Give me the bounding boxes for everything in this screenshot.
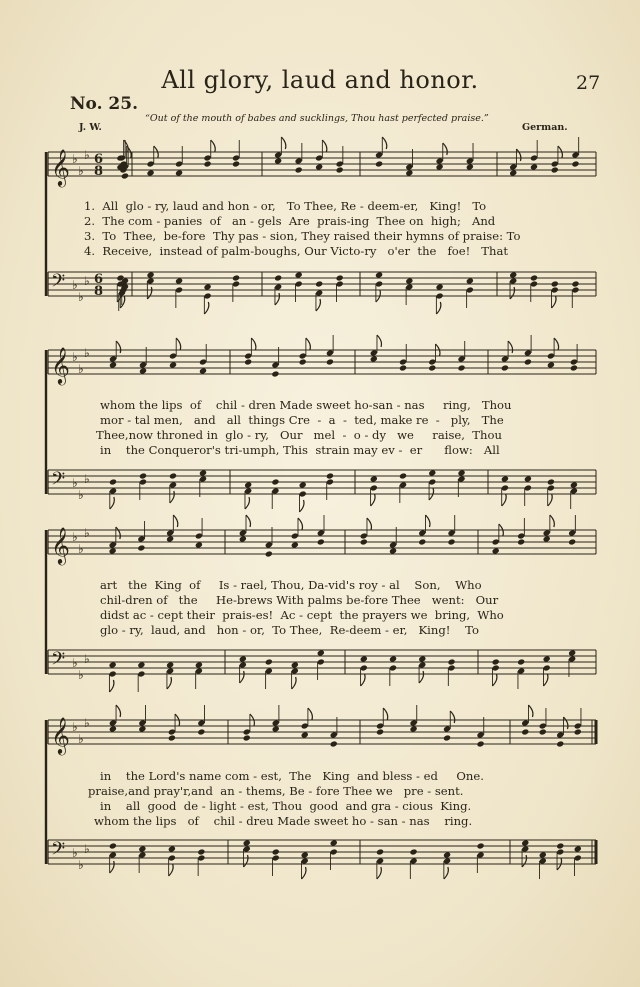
note-flag — [251, 338, 256, 350]
note-head — [530, 163, 538, 170]
flat-sign: ♭ — [72, 278, 78, 292]
note-head — [197, 848, 205, 855]
note-flag — [110, 497, 115, 509]
flat-sign: ♭ — [84, 526, 90, 540]
note-head — [232, 160, 240, 167]
flat-sign: ♭ — [84, 842, 90, 856]
note-head — [447, 658, 455, 665]
note-head — [175, 169, 183, 176]
note-flag — [425, 515, 430, 527]
note-head — [169, 361, 177, 368]
note-head — [274, 157, 282, 164]
flat-sign: ♭ — [78, 668, 84, 682]
note-head — [169, 472, 177, 479]
lyric-line: 4. Receive, instead of palm-boughs, Our Victo-ry o'er the foe! That — [84, 244, 509, 258]
note-head — [168, 734, 176, 741]
note-head — [389, 655, 397, 662]
note-flag — [443, 143, 448, 155]
note-head — [137, 661, 145, 668]
note-head — [265, 550, 273, 557]
note-head — [271, 478, 279, 485]
note-head — [336, 274, 344, 281]
note-head — [315, 163, 323, 170]
note-head — [376, 728, 384, 735]
lyric-line: in the Conqueror's tri-umph, This strain may ev - er flow: All — [100, 443, 500, 457]
lyric-line: glo - ry, laud, and hon - or, To Thee, Re-deem - er, King! To — [100, 623, 479, 637]
note-head — [568, 649, 576, 656]
note-flag — [240, 671, 245, 683]
note-head — [265, 658, 273, 665]
note-flag — [116, 527, 121, 539]
note-flag — [116, 341, 121, 353]
note-head — [466, 163, 474, 170]
note-head — [147, 169, 155, 176]
note-head — [195, 541, 203, 548]
note-flag — [436, 302, 441, 314]
flat-sign: ♭ — [72, 846, 78, 860]
note-head — [121, 172, 129, 179]
lyric-line: Thee,now throned in glo - ry, Our mel - o - dy we raise, Thou — [96, 428, 502, 442]
note-flag — [292, 677, 297, 689]
note-flag — [554, 338, 559, 350]
lyric-line: whom the lips of chil - dreu Made sweet ho - san - nas ring. — [94, 814, 473, 828]
treble-clef: 𝄞 — [51, 526, 70, 564]
epigraph: “Out of the mouth of babes and sucklings, Thou hast perfected praise.” — [145, 113, 489, 124]
note-flag — [322, 140, 327, 152]
bass-clef: 𝄢 — [51, 839, 66, 864]
note-head — [330, 740, 338, 747]
flat-sign: ♭ — [78, 290, 84, 304]
note-flag — [450, 711, 455, 723]
flat-sign: ♭ — [72, 350, 78, 364]
note-head — [232, 274, 240, 281]
note-head — [492, 547, 500, 554]
note-head — [243, 839, 251, 846]
note-flag — [176, 338, 181, 350]
note-flag — [548, 494, 553, 506]
lyric-line: didst ac - cept their prais-es! Ac - cept the prayers we bring, Who — [100, 608, 504, 622]
note-head — [539, 728, 547, 735]
flat-sign: ♭ — [72, 152, 78, 166]
note-head — [244, 481, 252, 488]
note-head — [147, 271, 155, 278]
note-head — [195, 661, 203, 668]
note-head — [244, 358, 252, 365]
flat-sign: ♭ — [78, 732, 84, 746]
note-head — [389, 547, 397, 554]
lyric-line: praise,and pray'r,and an - thems, Be - fore Thee we pre - sent. — [88, 784, 464, 798]
note-head — [517, 538, 525, 545]
note-flag — [116, 705, 121, 717]
note-head — [326, 358, 334, 365]
flat-sign: ♭ — [78, 362, 84, 376]
note-flag — [543, 674, 548, 686]
note-head — [272, 725, 280, 732]
note-flag — [302, 867, 307, 879]
note-flag — [308, 708, 313, 720]
note-head — [239, 535, 247, 542]
lyric-line: mor - tal men, and all things Cre - a - ted, make re - ply, The — [100, 413, 504, 427]
flat-sign: ♭ — [72, 530, 78, 544]
note-head — [524, 358, 532, 365]
flat-sign: ♭ — [84, 346, 90, 360]
note-head — [376, 848, 384, 855]
note-head — [418, 538, 426, 545]
note-flag — [244, 855, 249, 867]
note-head — [315, 280, 323, 287]
note-head — [443, 851, 451, 858]
note-head — [317, 649, 325, 656]
lyric-line: art the King of Is - rael, Thou, Da-vid's roy - al Son, Who — [100, 578, 482, 592]
note-head — [301, 731, 309, 738]
note-head — [295, 166, 303, 173]
note-flag — [298, 518, 303, 530]
note-head — [436, 283, 444, 290]
note-head — [556, 740, 564, 747]
note-head — [375, 271, 383, 278]
note-flag — [419, 671, 424, 683]
note-flag — [167, 677, 172, 689]
bass-clef: 𝄢 — [51, 271, 66, 296]
note-head — [571, 280, 579, 287]
note-head — [326, 472, 334, 479]
time-signature-bottom: 8 — [94, 164, 104, 179]
note-head — [272, 848, 280, 855]
flat-sign: ♭ — [72, 720, 78, 734]
hymn-title: All glory, laud and honor. — [161, 66, 479, 94]
note-flag — [492, 674, 497, 686]
note-flag — [246, 515, 251, 527]
note-flag — [170, 491, 175, 503]
note-head — [570, 481, 578, 488]
note-head — [524, 475, 532, 482]
note-flag — [245, 497, 250, 509]
flat-sign: ♭ — [84, 148, 90, 162]
tune-credit: German. — [522, 122, 568, 133]
note-head — [477, 740, 485, 747]
note-head — [139, 472, 147, 479]
bass-clef: 𝄢 — [51, 469, 66, 494]
note-head — [428, 469, 436, 476]
note-head — [477, 842, 485, 849]
note-flag — [299, 500, 304, 512]
note-head — [530, 274, 538, 281]
note-flag — [444, 867, 449, 879]
note-head — [543, 535, 551, 542]
note-head — [547, 478, 555, 485]
note-head — [204, 160, 212, 167]
lyric-line: in all good de - light - est, Thou good and gra - cious King. — [100, 799, 472, 813]
note-flag — [502, 494, 507, 506]
note-head — [399, 364, 407, 371]
hymn-number: No. 25. — [70, 94, 138, 114]
time-signature-top: 6 — [94, 272, 104, 287]
note-head — [570, 364, 578, 371]
note-head — [360, 538, 368, 545]
note-head — [204, 283, 212, 290]
note-head — [271, 370, 279, 377]
note-flag — [275, 293, 280, 305]
note-head — [509, 271, 517, 278]
lyric-line: 3. To Thee, be-fore Thy pas - sion, They raised their hymns of praise: To — [84, 229, 521, 243]
note-head — [457, 469, 465, 476]
flat-sign: ♭ — [78, 488, 84, 502]
bass-clef: 𝄢 — [51, 649, 66, 674]
note-head — [410, 725, 418, 732]
time-signature-top: 6 — [94, 152, 104, 167]
note-flag — [367, 518, 372, 530]
note-flag — [528, 705, 533, 717]
note-head — [370, 355, 378, 362]
lyric-line: 2. The com - panies of an - gels Are prais-ing Thee on high; And — [84, 214, 496, 228]
flat-sign: ♭ — [78, 858, 84, 872]
note-head — [330, 839, 338, 846]
note-head — [109, 361, 117, 368]
note-head — [166, 535, 174, 542]
note-head — [109, 547, 117, 554]
note-head — [109, 661, 117, 668]
treble-clef: 𝄞 — [51, 148, 70, 186]
note-head — [360, 655, 368, 662]
note-flag — [508, 341, 512, 353]
note-head — [137, 544, 145, 551]
note-head — [109, 478, 117, 485]
note-head — [301, 851, 309, 858]
note-flag — [516, 149, 521, 161]
note-head — [556, 842, 564, 849]
note-head — [539, 851, 547, 858]
note-flag — [510, 287, 515, 299]
note-flag — [550, 515, 555, 527]
flat-sign: ♭ — [84, 472, 90, 486]
note-head — [418, 655, 426, 662]
note-flag — [306, 338, 311, 350]
note-head — [574, 845, 582, 852]
note-head — [428, 364, 436, 371]
note-head — [443, 734, 451, 741]
flat-sign: ♭ — [84, 274, 90, 288]
note-head — [243, 734, 251, 741]
note-flag — [382, 137, 387, 149]
note-head — [521, 728, 529, 735]
flat-sign: ♭ — [72, 476, 78, 490]
note-head — [109, 725, 117, 732]
note-head — [199, 367, 207, 374]
note-flag — [552, 296, 557, 308]
note-head — [568, 538, 576, 545]
flat-sign: ♭ — [84, 716, 90, 730]
time-signature-bottom: 8 — [94, 284, 104, 299]
note-head — [168, 845, 176, 852]
lyric-line: chil-dren of the He-brews With palms be-fore Thee went: Our — [100, 593, 499, 607]
note-flag — [110, 861, 115, 873]
note-head — [447, 538, 455, 545]
note-flag — [281, 137, 286, 149]
note-head — [543, 655, 551, 662]
note-flag — [147, 287, 152, 299]
treble-clef: 𝄞 — [51, 346, 70, 384]
treble-clef: 𝄞 — [51, 716, 70, 754]
note-head — [509, 169, 517, 176]
note-flag — [204, 302, 209, 314]
note-head — [410, 848, 418, 855]
note-head — [551, 280, 559, 287]
note-flag — [316, 299, 321, 311]
note-head — [405, 169, 413, 176]
note-head — [274, 274, 282, 281]
note-head — [291, 661, 299, 668]
note-head — [547, 361, 555, 368]
note-head — [336, 166, 344, 173]
note-head — [501, 475, 509, 482]
note-head — [291, 541, 299, 548]
note-flag — [211, 140, 216, 152]
note-head — [521, 839, 529, 846]
note-head — [501, 364, 509, 371]
note-head — [466, 277, 474, 284]
note-head — [138, 725, 146, 732]
flat-sign: ♭ — [78, 542, 84, 556]
note-flag — [361, 674, 366, 686]
note-flag — [383, 708, 388, 720]
note-head — [551, 166, 559, 173]
author-credit: J. W. — [79, 122, 102, 133]
note-head — [457, 364, 465, 371]
page-number: 27 — [576, 72, 601, 94]
note-flag — [377, 335, 382, 347]
flat-sign: ♭ — [72, 656, 78, 670]
note-head — [574, 728, 582, 735]
note-head — [405, 277, 413, 284]
lyric-line: whom the lips of chil - dren Made sweet ho-san - nas ring, Thou — [100, 398, 512, 412]
note-flag — [377, 867, 382, 879]
note-head — [239, 655, 247, 662]
note-head — [517, 658, 525, 665]
note-head — [109, 842, 117, 849]
note-head — [166, 661, 174, 668]
note-head — [492, 658, 500, 665]
flat-sign: ♭ — [78, 164, 84, 178]
note-flag — [173, 515, 178, 527]
note-head — [199, 469, 207, 476]
note-head — [175, 277, 183, 284]
note-head — [436, 163, 444, 170]
note-flag — [563, 717, 568, 729]
note-head — [299, 481, 307, 488]
note-head — [138, 845, 146, 852]
note-head — [295, 271, 303, 278]
note-flag — [522, 855, 527, 867]
note-head — [370, 475, 378, 482]
flat-sign: ♭ — [84, 652, 90, 666]
note-head — [571, 160, 579, 167]
note-flag — [109, 680, 114, 692]
note-head — [299, 358, 307, 365]
note-flag — [169, 864, 174, 876]
note-flag — [371, 494, 376, 506]
lyric-line: 1. All glo - ry, laud and hon - or, To Thee, Re - deem-er, King! To — [84, 199, 487, 213]
note-head — [399, 472, 407, 479]
note-head — [317, 538, 325, 545]
lyric-line: in the Lord's name com - est, The King and bless - ed One. — [100, 769, 484, 783]
note-head — [139, 367, 147, 374]
note-head — [375, 160, 383, 167]
note-head — [197, 728, 205, 735]
